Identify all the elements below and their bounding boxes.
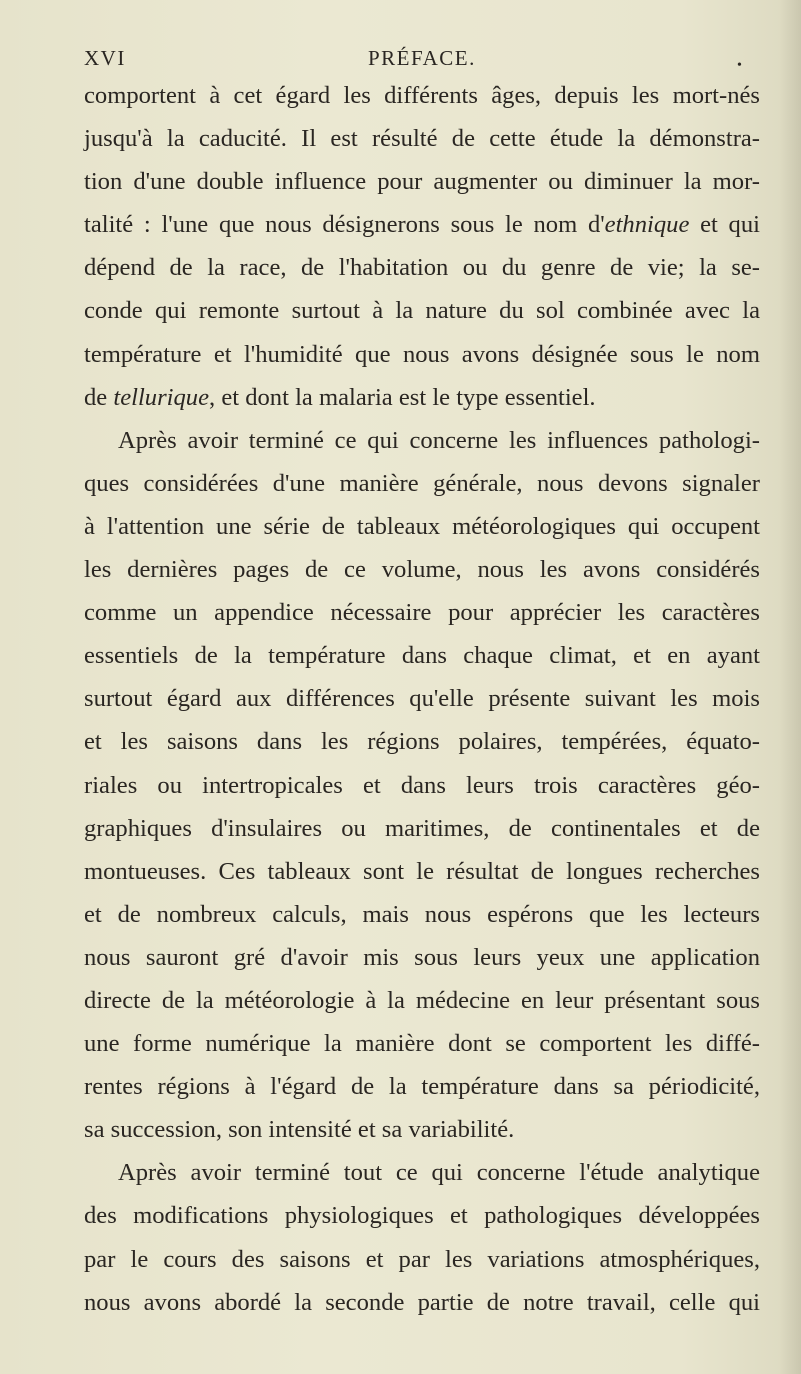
text-line: température et l'humidité que nous avons désignée sous le nom: [84, 340, 760, 368]
text-line: riales ou intertropicales et dans leurs trois caractères géo-: [84, 771, 760, 799]
text-line: comme un appendice nécessaire pour apprécier les caractères: [84, 599, 760, 627]
text-span: talité : l'une que nous désignerons sous le nom d': [84, 211, 605, 239]
italic-term-ethnique: ethnique: [604, 211, 690, 239]
text-line: [84, 376, 760, 419]
text-line: une forme numérique la manière dont se comportent les diffé-: [84, 1030, 760, 1058]
text-span: de: [84, 383, 114, 411]
text-line: nous avons abordé la seconde partie de notre travail, celle qui: [84, 1288, 760, 1316]
text-line: Après avoir terminé ce qui concerne les influences pathologi-: [118, 426, 760, 454]
text-line: les dernières pages de ce volume, nous les avons considérés: [84, 556, 760, 584]
text-span: et qui: [689, 211, 760, 239]
page-edge-shadow: [779, 0, 801, 1374]
header-mark: •: [737, 58, 744, 73]
text-line: conde qui remonte surtout à la nature du sol combinée avec la: [84, 297, 760, 325]
text-line: nous sauront gré d'avoir mis sous leurs yeux une application: [84, 943, 760, 971]
text-line: dépend de la race, de l'habitation ou du genre de vie; la se-: [84, 254, 760, 282]
text-line: surtout égard aux différences qu'elle présente suivant les mois: [84, 685, 760, 713]
text-line: Après avoir terminé tout ce qui concerne l'étude analytique: [118, 1159, 760, 1187]
text-line: essentiels de la température dans chaque climat, et en ayant: [84, 642, 760, 670]
text-line: par le cours des saisons et par les variations atmosphériques,: [84, 1245, 760, 1273]
text-span: , et dont la malaria est le type essentiel.: [209, 383, 596, 411]
text-line: montueuses. Ces tableaux sont le résultat de longues recherches: [84, 857, 760, 885]
text-line: tion d'une double influence pour augmenter ou diminuer la mor-: [84, 168, 760, 196]
running-header: [84, 46, 756, 74]
text-line: des modifications physiologiques et pathologiques développées: [84, 1202, 760, 1230]
text-line: et les saisons dans les régions polaires, tempérées, équato-: [84, 728, 760, 756]
text-line: ques considérées d'une manière générale, nous devons signaler: [84, 469, 760, 497]
text-line: [84, 203, 760, 246]
text-line: à l'attention une série de tableaux météorologiques qui occupent: [84, 512, 760, 540]
text-line: rentes régions à l'égard de la température dans sa périodicité,: [84, 1073, 760, 1101]
text-line: jusqu'à la caducité. Il est résulté de cette étude la démonstra-: [84, 125, 760, 153]
text-line: comportent à cet égard les différents âges, depuis les mort-nés: [84, 82, 760, 109]
body-text: [84, 74, 760, 1324]
text-line: sa succession, son intensité et sa variabilité.: [84, 1116, 515, 1144]
text-line: graphiques d'insulaires ou maritimes, de continentales et de: [84, 814, 760, 842]
page-number: XVI: [84, 46, 126, 70]
italic-term-tellurique: tellurique: [113, 383, 210, 411]
text-line: et de nombreux calculs, mais nous espérons que les lecteurs: [84, 900, 760, 928]
text-line: directe de la météorologie à la médecine en leur présentant sous: [84, 986, 760, 1014]
running-title: PRÉFACE.: [368, 46, 476, 70]
